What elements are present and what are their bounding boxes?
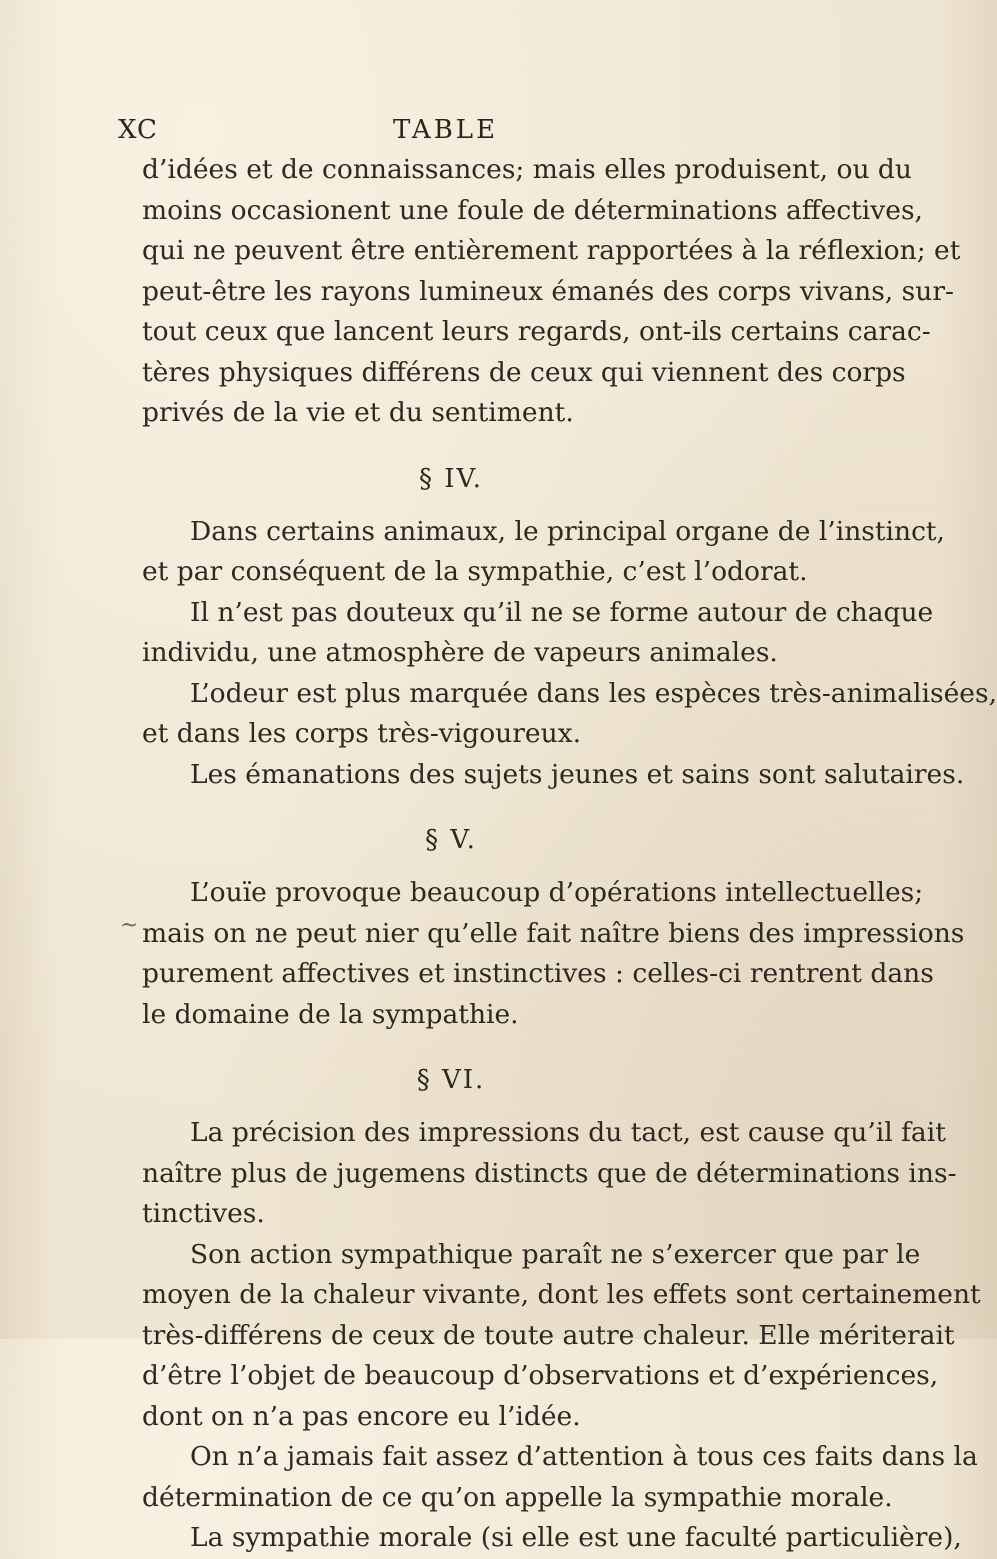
section-iv-paragraph bbox=[142, 674, 997, 755]
text-line: mais on ne peut nier qu’elle fait naître biens des impressions bbox=[142, 917, 965, 949]
text-line: Il n’est pas douteux qu’il ne se forme autour de chaque bbox=[190, 596, 934, 628]
section-heading-v: § V. bbox=[425, 825, 477, 855]
text-line: qui ne peuvent être entièrement rapportées à la réflexion; et bbox=[142, 235, 961, 266]
text-line: peut-être les rayons lumineux émanés des corps vivans, sur- bbox=[142, 275, 954, 307]
section-v-paragraph bbox=[142, 873, 965, 1035]
section-vi-paragraph bbox=[142, 1437, 978, 1518]
paragraph-continuation bbox=[142, 150, 961, 434]
section-heading-iv: § IV. bbox=[418, 463, 484, 494]
text-line: tinctives. bbox=[142, 1198, 265, 1229]
section-iv-paragraph bbox=[142, 593, 934, 674]
text-line: privés de la vie et du sentiment. bbox=[142, 397, 574, 428]
running-head-title: TABLE bbox=[393, 115, 499, 145]
text-line: d’idées et de connaissances; mais elles produisent, ou du bbox=[142, 154, 912, 185]
text-line: purement affectives et instinctives : celles-ci rentrent dans bbox=[142, 958, 934, 989]
text-line: détermination de ce qu’on appelle la sympathie morale. bbox=[142, 1481, 893, 1513]
body-text bbox=[142, 150, 997, 1559]
text-line: le domaine de la sympathie. bbox=[142, 998, 519, 1030]
text-line: moyen de la chaleur vivante, dont les effets sont certainement bbox=[142, 1279, 981, 1310]
text-line: très-différens de ceux de toute autre chaleur. Elle mériterait bbox=[142, 1319, 955, 1351]
page-folio: XC bbox=[118, 115, 158, 145]
text-line: d’être l’objet de beaucoup d’observations et d’expériences, bbox=[142, 1360, 939, 1391]
section-vi-paragraph bbox=[142, 1113, 957, 1235]
text-line: Dans certains animaux, le principal organe de l’instinct, bbox=[190, 515, 945, 547]
text-line: et par conséquent de la sympathie, c’est l’odorat. bbox=[142, 556, 808, 587]
text-line: tères physiques différens de ceux qui viennent des corps bbox=[142, 356, 906, 388]
text-line: L’ouïe provoque beaucoup d’opérations intellectuelles; bbox=[190, 877, 924, 908]
margin-mark: ~ bbox=[120, 913, 139, 938]
section-iv-paragraph bbox=[142, 755, 965, 796]
text-line: moins occasionent une foule de déterminations affectives, bbox=[142, 194, 923, 226]
running-head bbox=[118, 115, 758, 155]
text-line: et dans les corps très-vigoureux. bbox=[142, 718, 582, 749]
text-line: individu, une atmosphère de vapeurs animales. bbox=[142, 637, 778, 668]
text-line: L’odeur est plus marquée dans les espèces très-animalisées, bbox=[190, 677, 997, 709]
text-line: naître plus de jugemens distincts que de déterminations ins- bbox=[142, 1157, 957, 1189]
text-line: dont on n’a pas encore eu l’idée. bbox=[142, 1400, 581, 1432]
section-iv-paragraph bbox=[142, 512, 945, 593]
text-line: Son action sympathique paraît ne s’exercer que par le bbox=[190, 1238, 921, 1270]
section-heading-vi: § VI. bbox=[416, 1065, 486, 1095]
text-line: La sympathie morale (si elle est une faculté particulière), bbox=[190, 1522, 962, 1553]
text-line: Les émanations des sujets jeunes et sains sont salutaires. bbox=[190, 758, 965, 790]
section-vi-paragraph bbox=[142, 1235, 981, 1438]
section-vi-paragraph bbox=[142, 1518, 962, 1559]
text-line: tout ceux que lancent leurs regards, ont-ils certains carac- bbox=[142, 316, 931, 347]
text-line: La précision des impressions du tact, est cause qu’il fait bbox=[190, 1117, 946, 1148]
text-line: On n’a jamais fait assez d’attention à tous ces faits dans la bbox=[190, 1441, 978, 1472]
